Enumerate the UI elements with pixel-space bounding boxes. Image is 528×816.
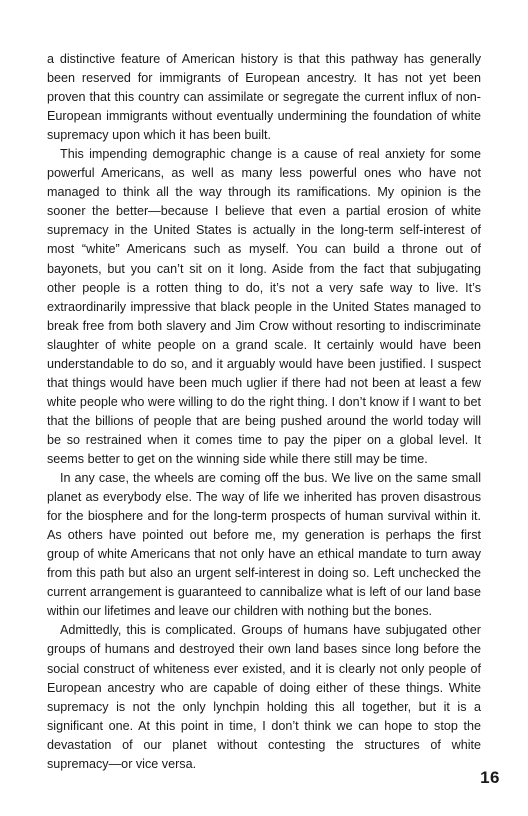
page-body-text (47, 50, 481, 774)
paragraph-4: Admittedly, this is complicated. Groups of humans have subjugated other groups of humans and destroyed their own land bases since long before the social construct of whiteness ever existed, and it is clearly not only people of European ancestry who are capable of doing either of these things. White supremacy is not the only lynchpin holding this all together, but it is a significant one. At this point in time, I don’t think we can hope to stop the devastation of our planet without contesting the structures of white supremacy—or vice versa. (47, 623, 481, 771)
paragraph-2: This impending demographic change is a cause of real anxiety for some powerful Americans, as well as many less powerful ones who have not managed to think all the way through its ramifications. My opinion is the sooner the better—because I believe that even a partial erosion of white supremacy in the United States is actually in the long-term self-interest of most “white” Americans such as myself. You can build a throne out of bayonets, but you can’t sit on it long. Aside from the fact that subjugating other people is a rotten thing to do, it’s not a very safe way to live. It’s extraordinarily impressive that black people in the United States managed to break free from both slavery and Jim Crow without resorting to indiscriminate slaughter of white people on a grand scale. It certainly would have been understandable to do so, and it arguably would have been justified. I suspect that things would have been much uglier if there had not been at least a few white people who were willing to do the right thing. I don’t know if I want to bet that the billions of people that are being pushed around the world today will be so restrained when it comes time to pay the piper on a global level. It seems better to get on the winning side while there still may be time. (47, 147, 481, 466)
paragraph-1: a distinctive feature of American history is that this pathway has generally been reserved for immigrants of European ancestry. It has not yet been proven that this country can assimilate or segregate the current influx of non-European immigrants without eventually undermining the foundation of white supremacy upon which it has been built. (47, 52, 481, 143)
paragraph-3: In any case, the wheels are coming off the bus. We live on the same small planet as everybody else. The way of life we inherited has proven disastrous for the biosphere and for the long-term prospects of human survival within it. As others have pointed out before me, my generation is perhaps the first group of white Americans that not only have an ethical mandate to turn away from this path but also an urgent self-interest in doing so. Left unchecked the current arrangement is guaranteed to cannibalize what is left of our land base within our lifetimes and leave our children with nothing but the bones. (47, 471, 481, 619)
page-number: 16 (480, 768, 500, 787)
